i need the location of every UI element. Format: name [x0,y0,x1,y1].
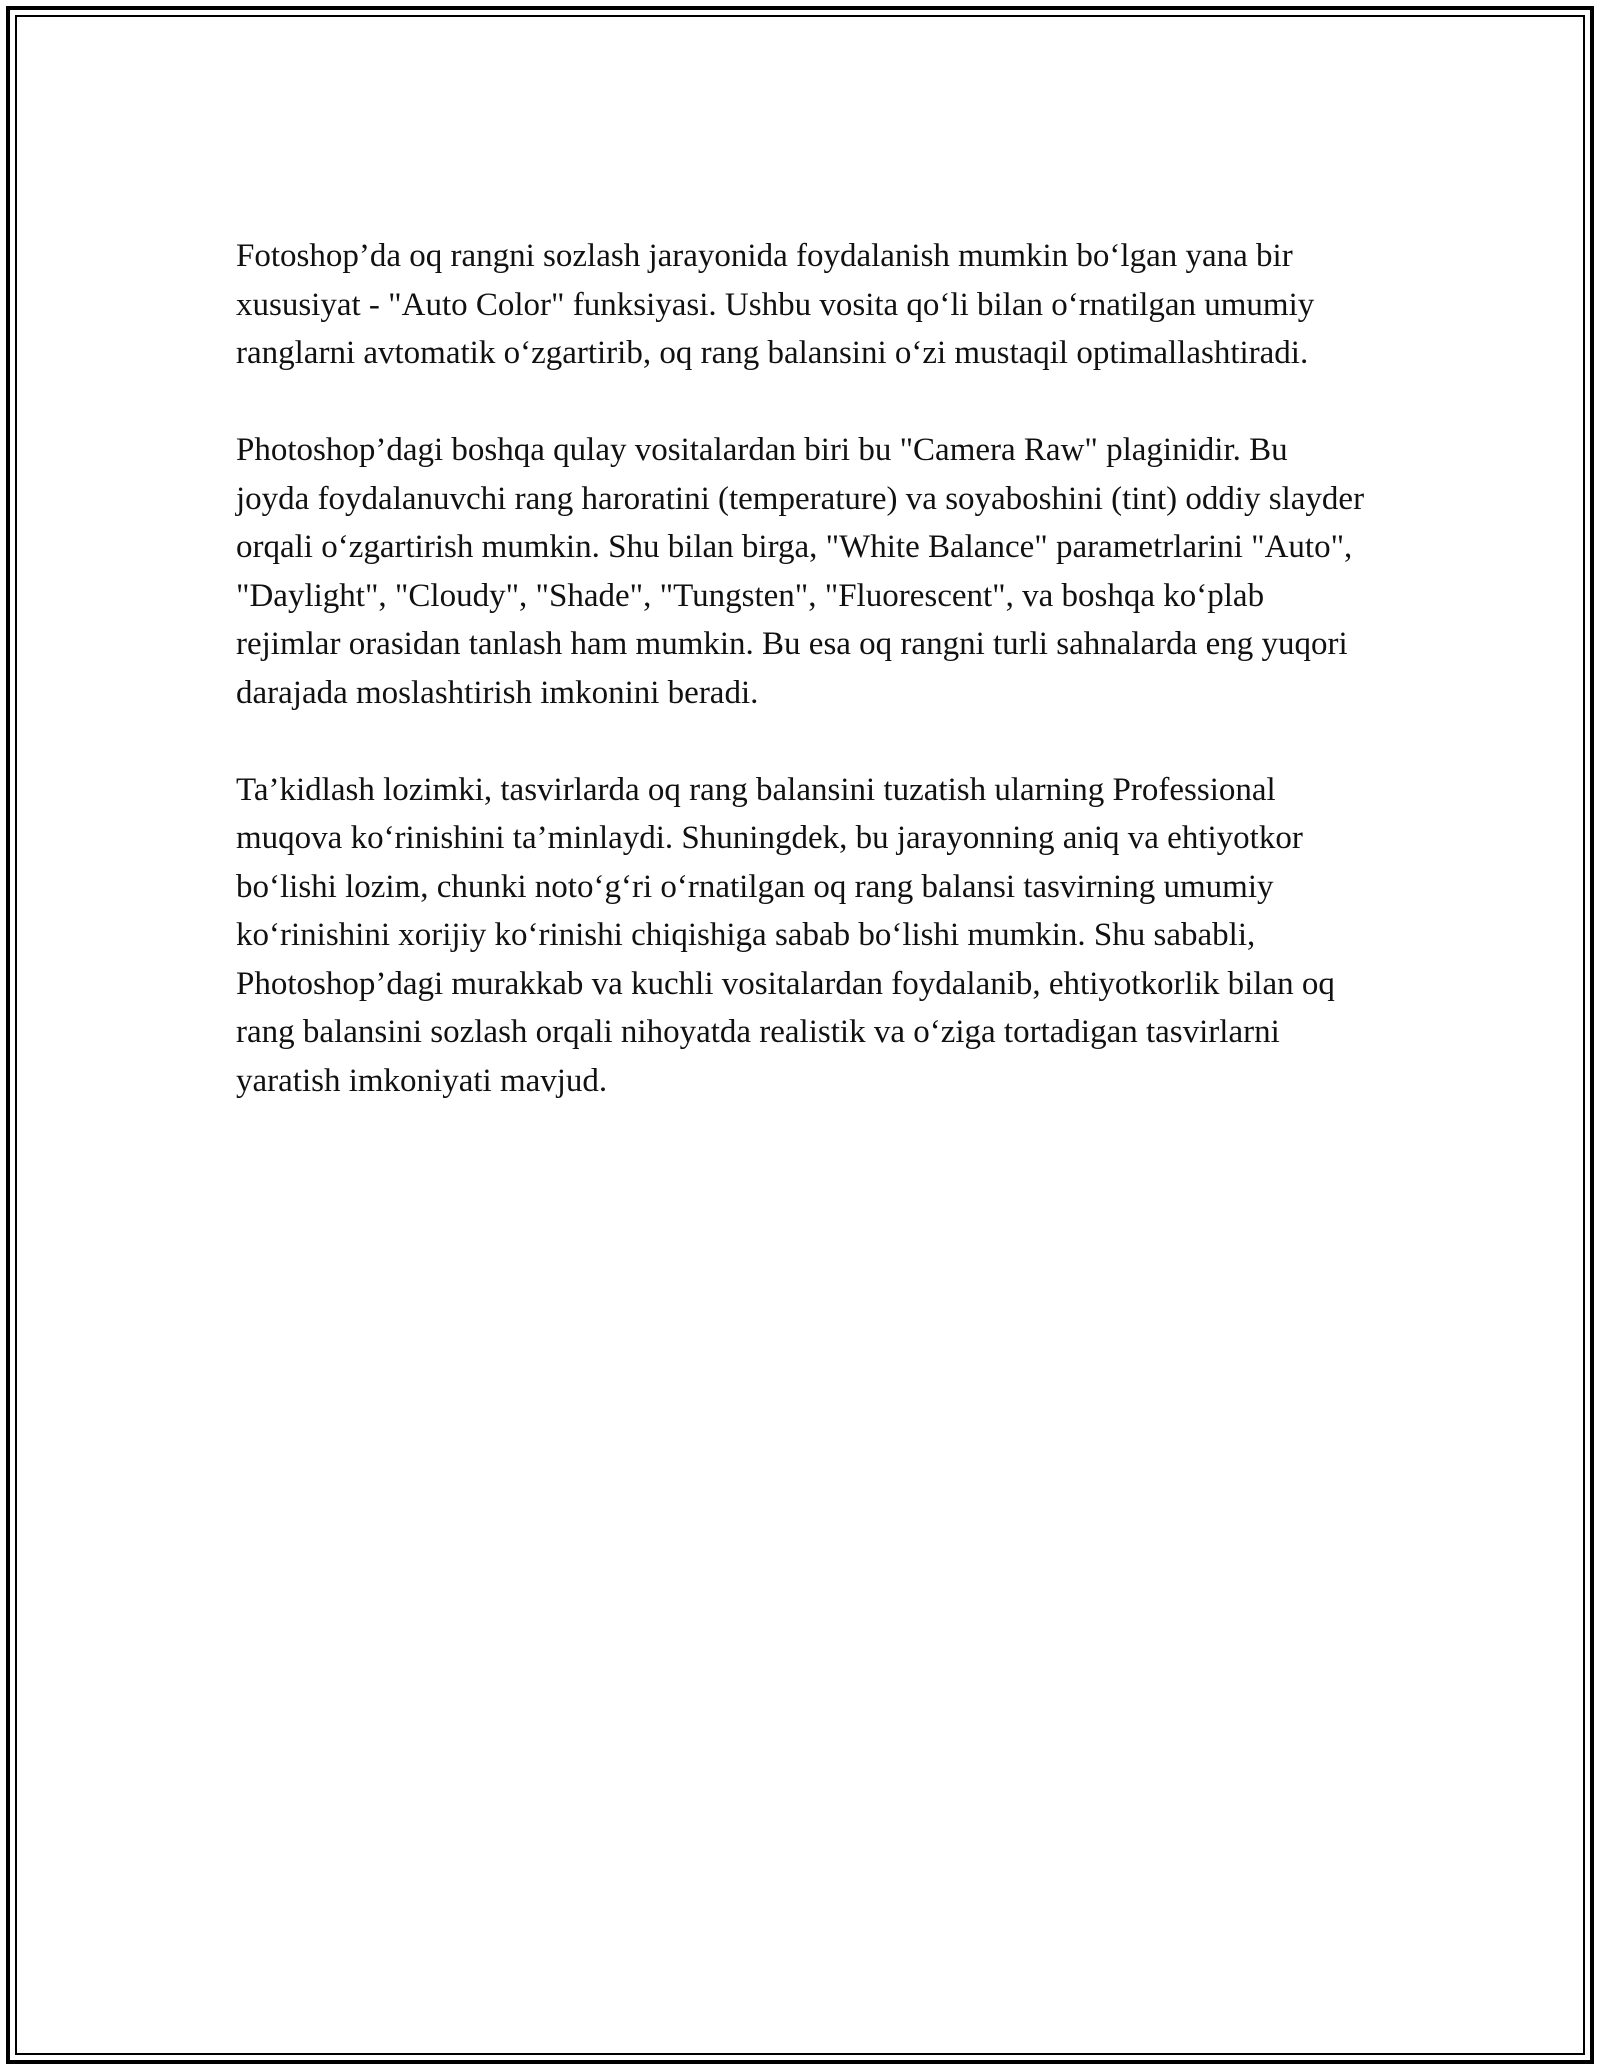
paragraph-auto-color: Fotoshop’da oq rangni sozlash jarayonida foydalanish mumkin bo‘lgan yana bir xususiyat - "Auto Color" funksiyasi. Ushbu vosita qo‘li bilan o‘rnatilgan umumiy ranglarni avtomatik o‘zgartirib, oq rang balansini o‘zi mustaqil optimallashtiradi. [236,238,1315,371]
paragraph-conclusion: Ta’kidlash lozimki, tasvirlarda oq rang balansini tuzatish ularning Professional muqova ko‘rinishini ta’minlaydi. Shuningdek, bu jarayonning aniq va ehtiyotkor bo‘lishi lozim, chunki noto‘g‘ri o‘rnatilgan oq rang balansi tasvirning umumiy ko‘rinishini xorijiy ko‘rinishi chiqishiga sabab bo‘lishi mumkin. Shu sababli, Photoshop’dagi murakkab va kuchli vositalardan foydalanib, ehtiyotkorlik bilan oq rang balansini sozlash orqali nihoyatda realistik va o‘ziga tortadigan tasvirlarni yaratish imkoniyati mavjud. [236,771,1335,1099]
document-body [236,232,1366,1154]
paragraph-camera-raw: Photoshop’dagi boshqa qulay vositalardan biri bu "Camera Raw" plaginidir. Bu joyda foydalanuvchi rang haroratini (temperature) va soyaboshini (tint) oddiy slayder orqali o‘zgartirish mumkin. Shu bilan birga, "White Balance" parametrlarini "Auto", "Daylight", "Cloudy", "Shade", "Tungsten", "Fluorescent", va boshqa ko‘plab rejimlar orasidan tanlash ham mumkin. Bu esa oq rangni turli sahnalarda eng yuqori darajada moslashtirish imkonini beradi. [236,432,1365,711]
